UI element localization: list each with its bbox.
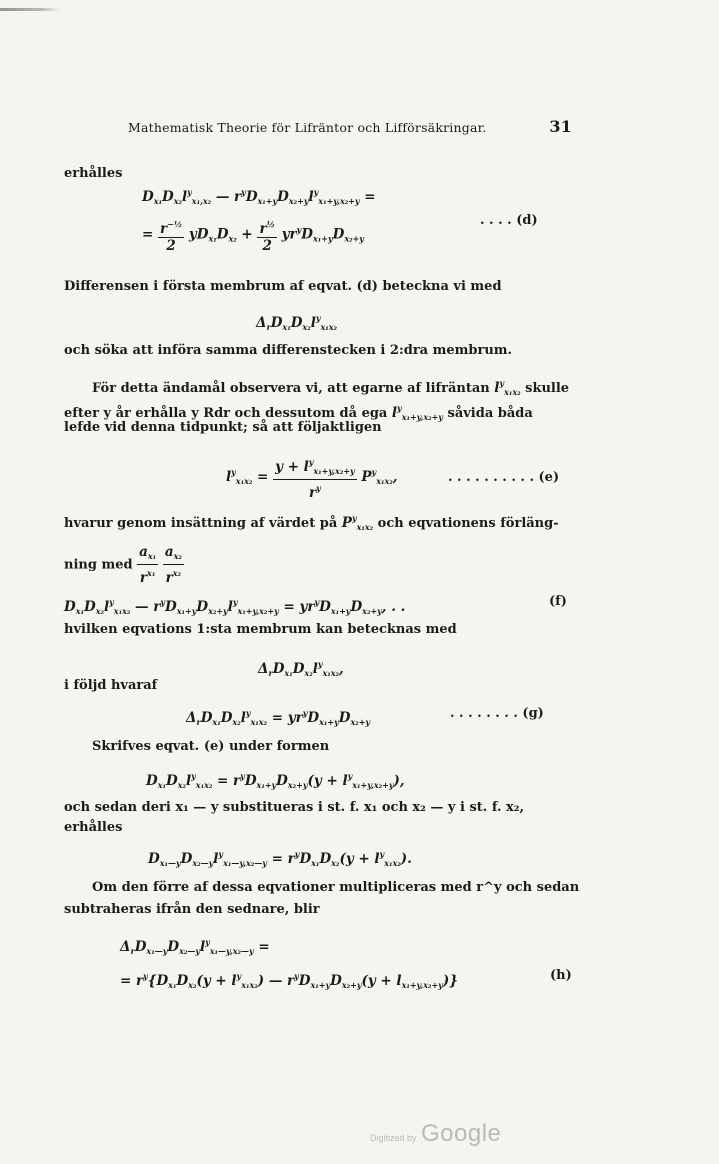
equation-label-h: (h) <box>550 968 572 983</box>
text-i-foljd: i följd hvaraf <box>64 678 158 693</box>
text-for-detta: För detta ändamål observera vi, att egarne af lifräntan $l^y_{x_1x_2}$ skulle <box>92 378 570 397</box>
equation-f: $D_{x_1}D_{x_2}l^y_{x_1x_2}$ — $r^yD_{x_1+y}D_{x_2+y}l^y_{x_1+y,x_2+y} = yr^yD_{x_1+y}D_{x_2+y}$, . . <box>64 597 406 616</box>
scan-edge-mark <box>0 8 60 11</box>
text-hvarur: hvarur genom insättning af värdet på $P^y_{x_1x_2}$ och eqvationens förläng- <box>64 513 559 532</box>
text-efter-y-ar: efter y år erhålla y Rdr och dessutom då ega $l^y_{x_1+y,x_2+y}$ såvida båda <box>64 403 533 422</box>
equation-g: $\Delta_rD_{x_1}D_{x_2}l^y_{x_1x_2} = yr^yD_{x_1+y}D_{x_2+y}$ <box>186 708 371 727</box>
text-och-soka: och söka att införa samma differenstecken i 2:dra membrum. <box>64 343 513 358</box>
text-hvilken: hvilken eqvations 1:sta membrum kan betecknas med <box>64 622 457 637</box>
equation-d-line1: $D_{x_1}D_{x_2}l^y_{x_1,x_2}$ — $r^yD_{x_1+y}D_{x_2+y}l^y_{x_1+y,x_2+y}$ = <box>142 187 376 206</box>
text-och-sedan: och sedan deri x₁ — y substitueras i st. f. x₁ och x₂ — y i st. f. x₂, <box>64 800 524 815</box>
google-logo: Google <box>420 1120 502 1147</box>
text-skrifves: Skrifves eqvat. (e) under formen <box>92 739 330 754</box>
running-header <box>128 117 572 136</box>
equation-e-rewritten: $D_{x_1}D_{x_2}l^y_{x_1x_2} = r^yD_{x_1+y}D_{x_2+y}(y + l^y_{x_1+y,x_2+y})$, <box>146 771 405 790</box>
equation-h-line2: = $r^y\{D_{x_1}D_{x_2}(y + l^y_{x_1x_2})$ — $r^yD_{x_1+y}D_{x_2+y}(y + l_{x_1+y,x_2+y})$} <box>120 971 458 990</box>
text-ning-med: ning med $\frac{a_{x_1}}{r^{x_1}}$ $\frac{a_{x_2}}{r^{x_2}}$ <box>64 544 182 586</box>
text-subtraheras: subtraheras ifrån den sednare, blir <box>64 902 320 917</box>
text-differensen: Differensen i första membrum af eqvat. (d) beteckna vi med <box>64 279 502 294</box>
equation-delta-f: $\Delta_rD_{x_1}D_{x_2}l^y_{x_1x_2}$, <box>258 659 344 678</box>
page-number: 31 <box>549 117 572 136</box>
text-lefde: lefde vid denna tidpunkt; så att följaktligen <box>64 420 382 435</box>
equation-substituted: $D_{x_1—y}D_{x_2—y}l^y_{x_1—y,x_2—y} = r^yD_{x_1}D_{x_2}(y + l^y_{x_1x_2})$. <box>148 849 412 868</box>
running-title: Mathematisk Theorie för Lifräntor och Lifförsäkringar. <box>128 120 487 135</box>
equation-label-d: . . . . (d) <box>480 213 538 228</box>
equation-delta-def: $\Delta_rD_{x_1}D_{x_2}l^y_{x_1x_2}$ <box>256 313 338 332</box>
equation-label-e: . . . . . . . . . . (e) <box>448 470 560 485</box>
text-erhalles-2: erhålles <box>64 820 123 835</box>
equation-h-line1: $\Delta_rD_{x_1—y}D_{x_2—y}l^y_{x_1—y,x_2—y}$ = <box>120 937 270 956</box>
equation-label-f: (f) <box>549 594 567 609</box>
digitized-by-google-watermark: Digitized by Google <box>370 1120 502 1147</box>
equation-d-line2: = $\frac{r^{-\frac{1}{2}}}{2}$ $yD_{x_1}D_{x_2}$ + $\frac{r^{\frac{1}{2}}}{2}$ $yr^yD_{x_1+y}D_{x_2+y}$ <box>142 216 364 254</box>
text-om-den-forre: Om den förre af dessa eqvationer multipliceras med r^y och sedan <box>92 880 580 895</box>
equation-e: $l^y_{x_1x_2}$ = $\frac{y + l^y_{x_1+y,x_2+y}}{r^y}$ $P^y_{x_1x_2}$, <box>226 454 397 501</box>
text-erhalles-1: erhålles <box>64 166 123 181</box>
equation-label-g: . . . . . . . . (g) <box>450 706 544 721</box>
